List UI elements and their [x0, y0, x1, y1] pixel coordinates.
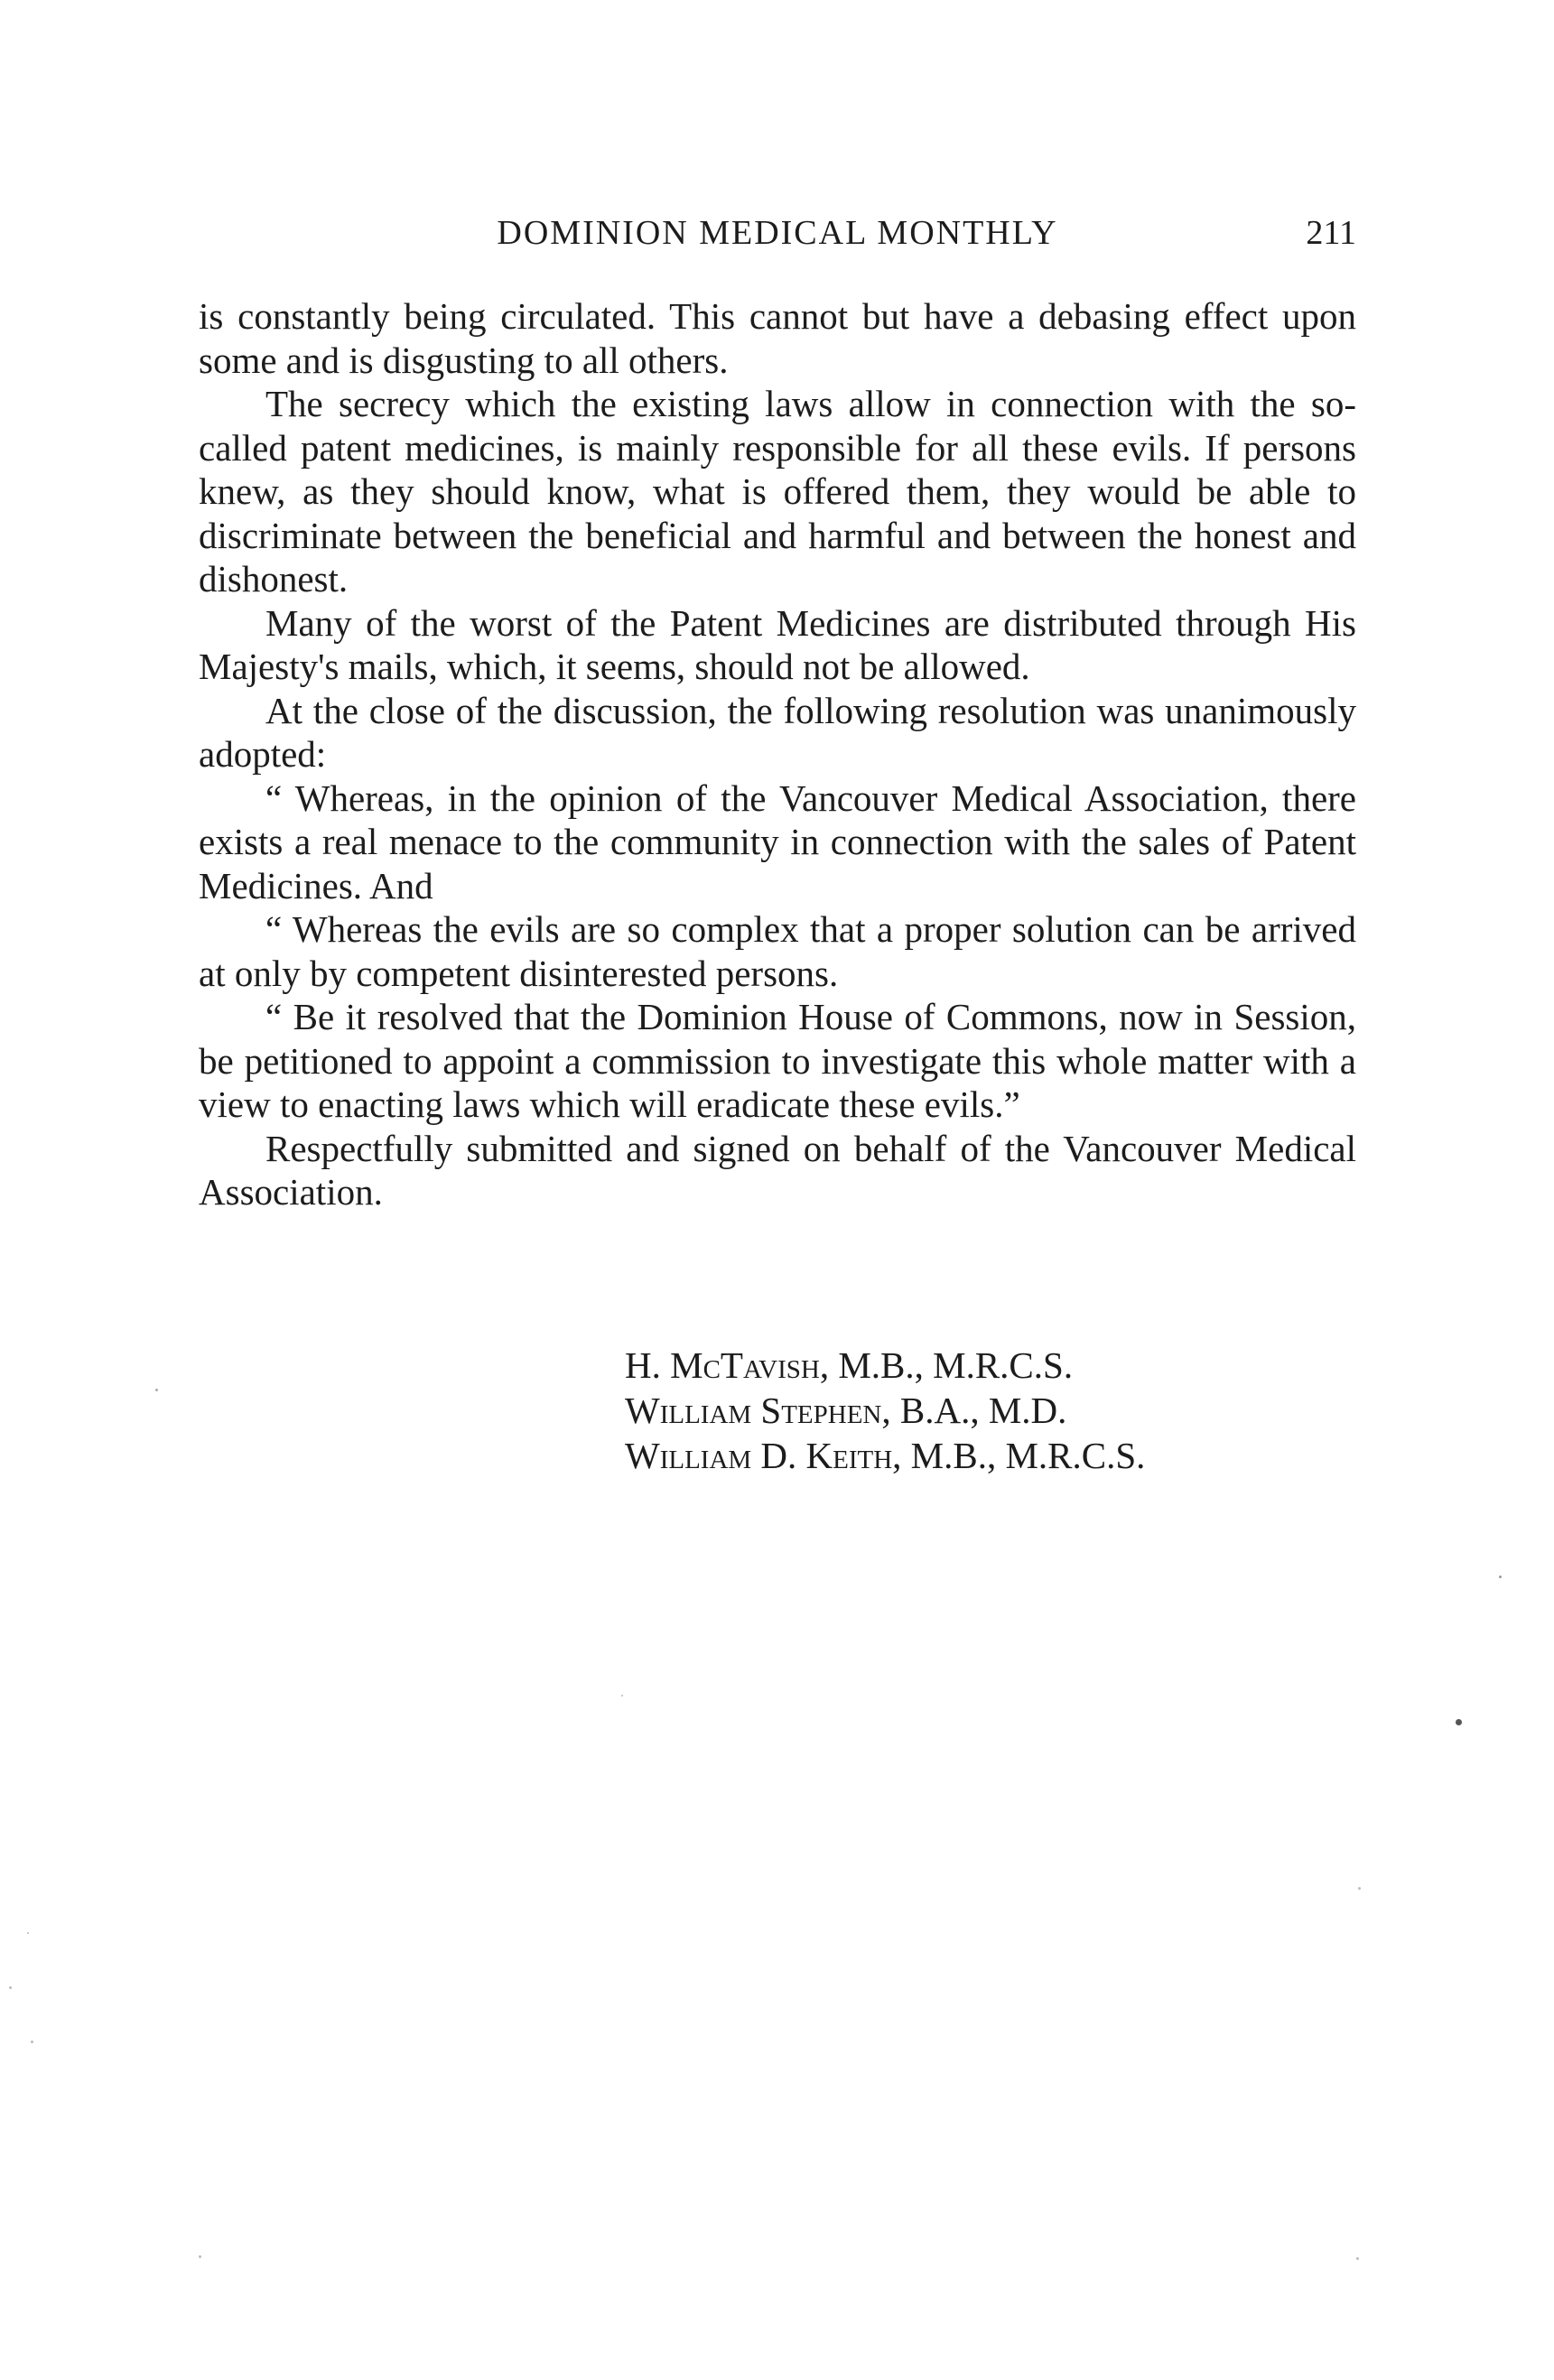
paragraph-mails: Many of the worst of the Patent Medicines are distributed through His Majesty's mails, which, it seems, should not be allowed.: [199, 601, 1356, 687]
paragraph-submitted: Respectfully submitted and signed on behalf of the Vancouver Medical Association.: [199, 1127, 1356, 1213]
scan-speck: [1456, 1719, 1462, 1725]
signature-line: [625, 1343, 1365, 1388]
signature-block: [625, 1343, 1365, 1478]
signature-line: [625, 1433, 1365, 1478]
signatory-credentials: , B.A., M.D.: [881, 1390, 1067, 1431]
paragraph-resolved: “ Be it resolved that the Dominion House of Commons, now in Session, be petitioned to appoint a commission to investigate this whole matter with a view to enacting laws which will eradicate these evils.”: [199, 996, 1356, 1125]
scan-speck: [27, 1932, 29, 1934]
page-number: 211: [1306, 214, 1356, 252]
paragraph-secrecy: The secrecy which the existing laws allow in connection with the so-called patent medicines, is mainly responsible for all these evils. If persons knew, as they should know, what is offered them, they would be able to discriminate between the beneficial and harmful and between the honest and dishonest.: [199, 383, 1356, 600]
scan-speck: [621, 1695, 623, 1697]
paragraph-whereas-menace: “ Whereas, in the opinion of the Vancouver Medical Association, there exists a real menace to the community in connection with the sales of Patent Medicines. And: [199, 776, 1356, 906]
scan-speck: [9, 1986, 12, 1989]
paragraph-continuation: is constantly being circulated. This cannot but have a debasing effect upon some and is disgusting to all others.: [199, 295, 1356, 381]
scan-speck: [155, 1389, 158, 1391]
running-title: DOMINION MEDICAL MONTHLY: [497, 214, 1058, 252]
body-text: [199, 294, 1356, 1214]
signatory-name: H. McTavish: [625, 1344, 820, 1386]
scan-speck: [1499, 1576, 1502, 1578]
signatory-credentials: , M.B., M.R.C.S.: [892, 1435, 1146, 1476]
scan-speck: [199, 2255, 201, 2258]
paragraph-resolution-intro: At the close of the discussion, the following resolution was unanimously adopted:: [199, 689, 1356, 775]
signatory-name: William D. Keith: [625, 1435, 893, 1476]
scan-speck: [1358, 1887, 1361, 1890]
signatory-credentials: , M.B., M.R.C.S.: [819, 1344, 1074, 1386]
scan-speck: [1356, 2257, 1359, 2260]
paragraph-whereas-evils: “ Whereas the evils are so complex that a proper solution can be arrived at only by competent disinterested persons.: [199, 908, 1356, 994]
scan-speck: [31, 2041, 33, 2043]
signature-line: [625, 1388, 1365, 1433]
signatory-name: William Stephen: [625, 1390, 882, 1431]
running-head: [199, 213, 1356, 267]
